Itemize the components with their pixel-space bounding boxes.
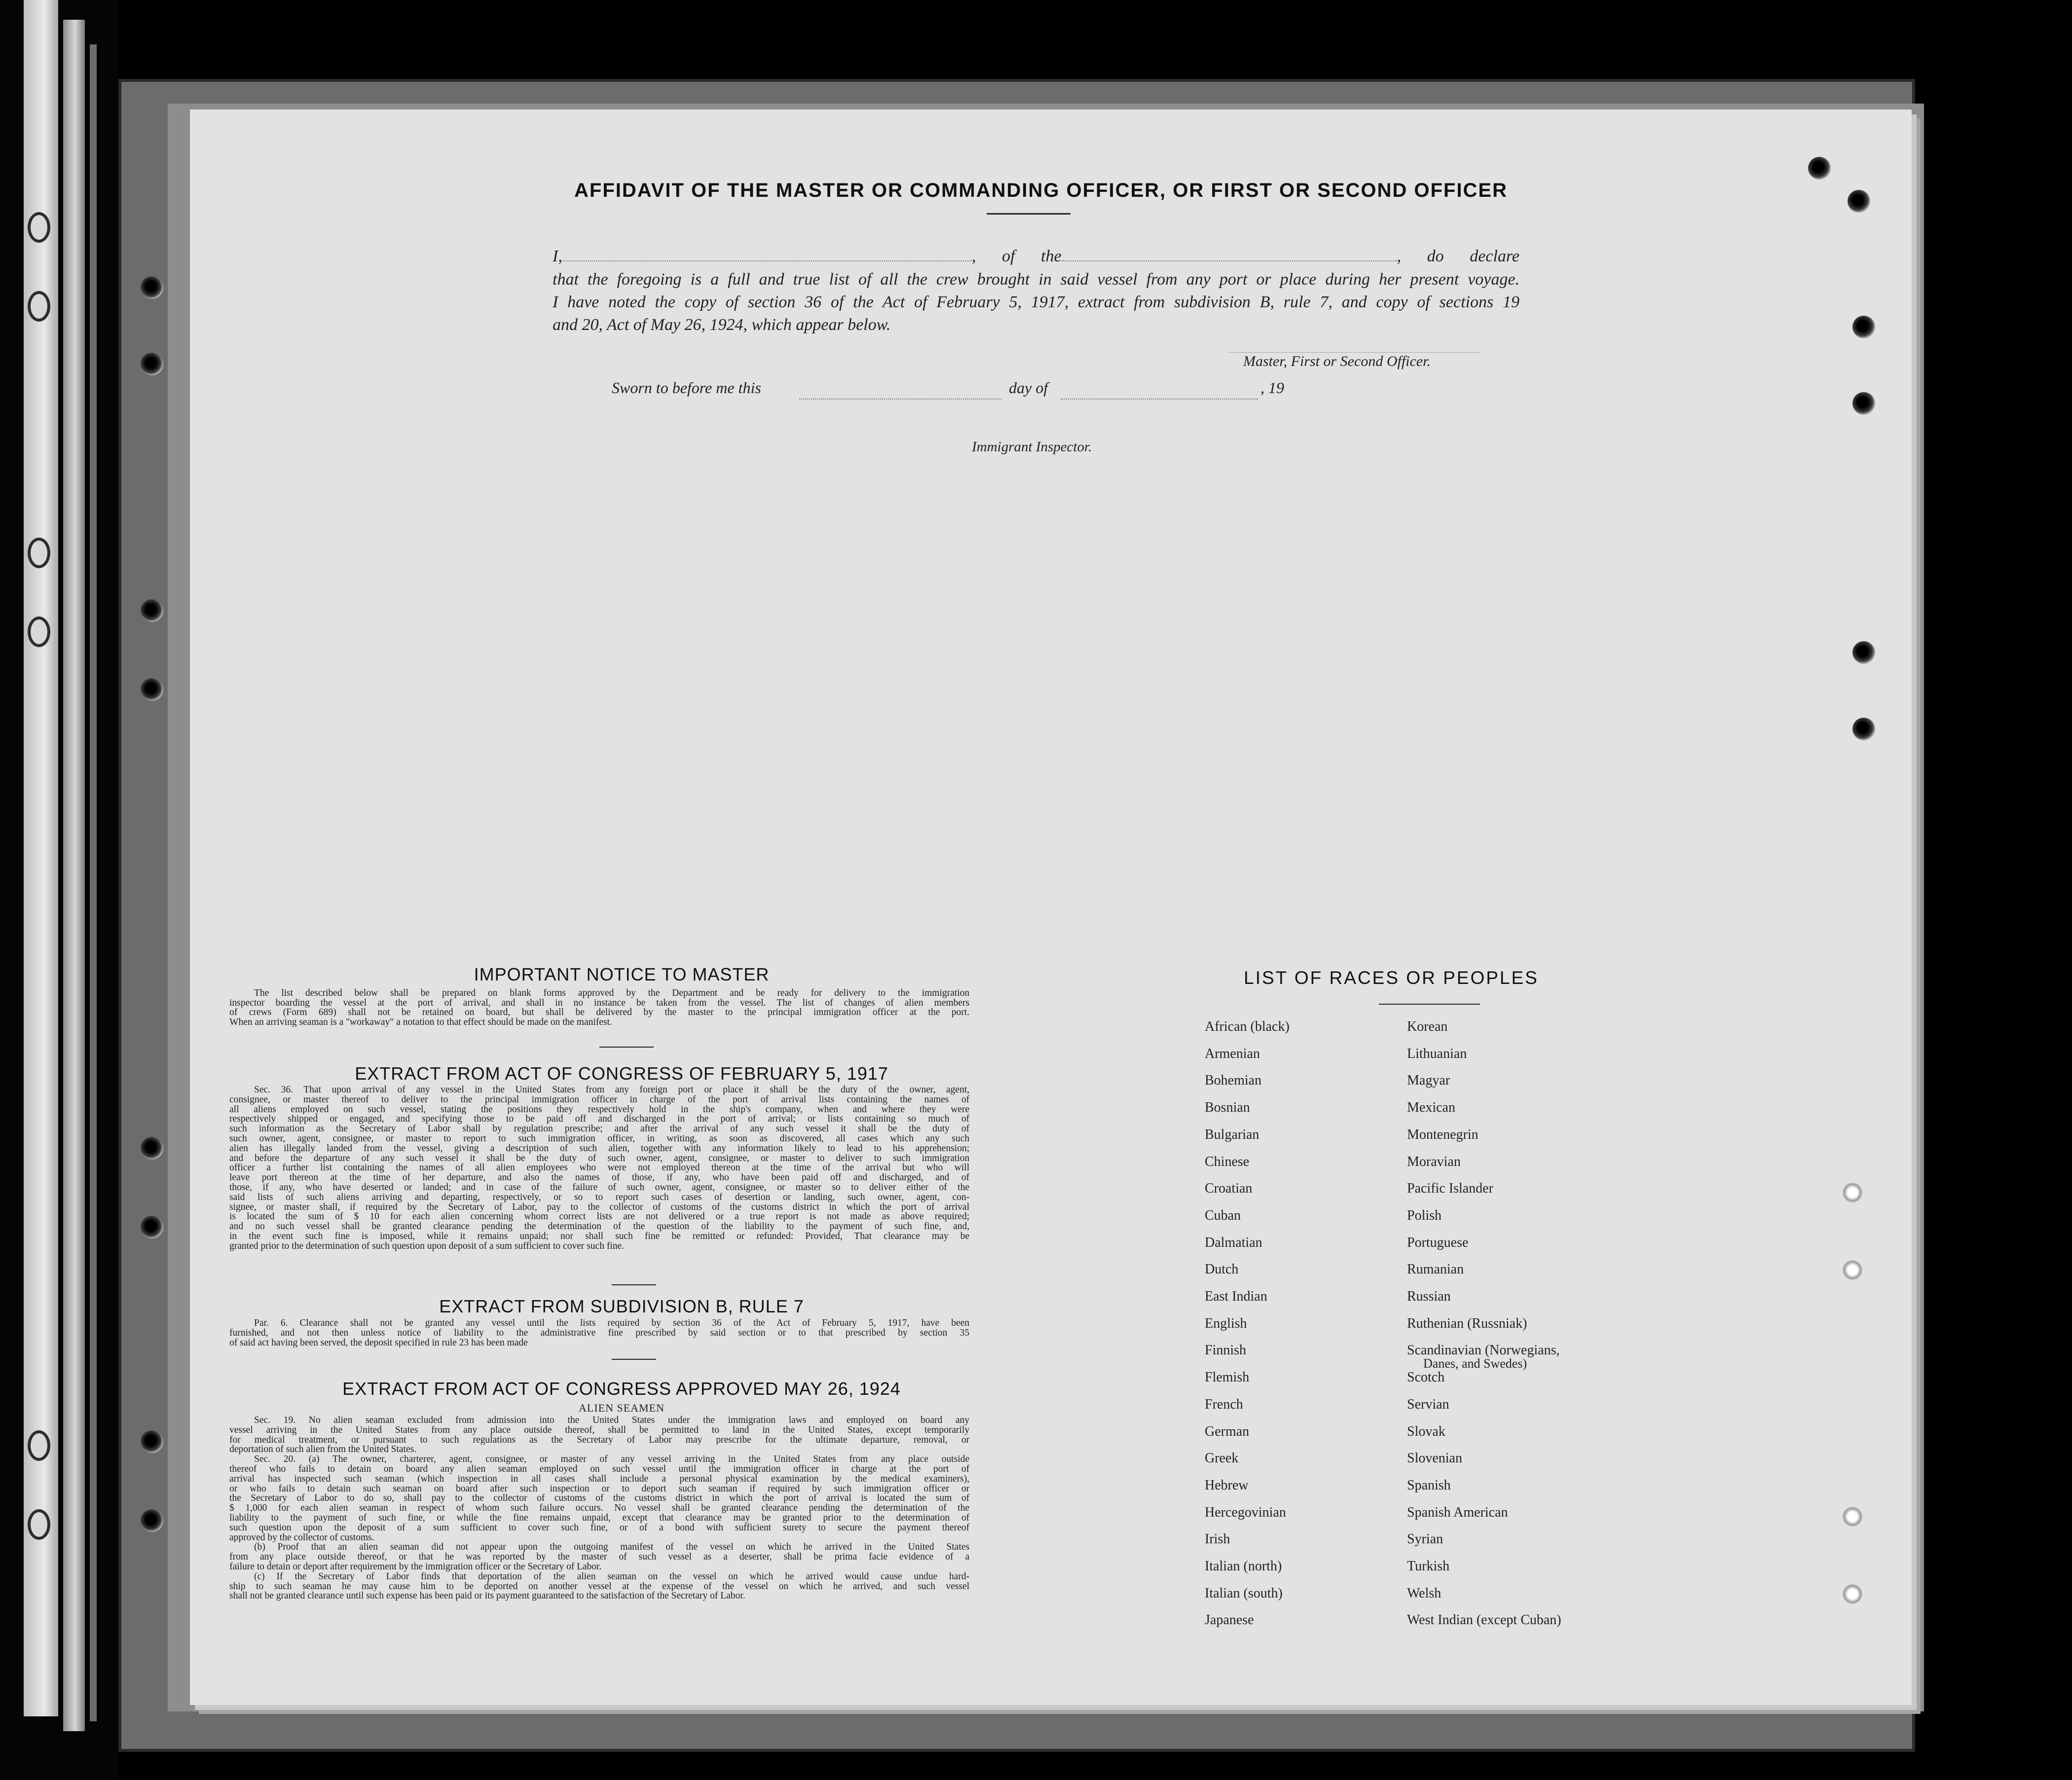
paragraph-line: ship to such seaman he may cause him to be deported on another vessel at the expense of the vessel on which he arrived, and such vessel [229, 1581, 969, 1592]
race-item: Croatian [1205, 1181, 1253, 1197]
race-item: East Indian [1205, 1289, 1267, 1304]
punch-hole-icon [1852, 316, 1875, 338]
notice-title: IMPORTANT NOTICE TO MASTER [474, 964, 770, 984]
race-item: Hebrew [1205, 1477, 1249, 1493]
paragraph-line: failure to detain or deport after requirement by the immigration officer or the Secretary of Labor. [229, 1562, 602, 1572]
race-item: Polish [1407, 1207, 1442, 1223]
race-item: Russian [1407, 1289, 1451, 1304]
sworn-text: day of [1009, 379, 1048, 397]
race-item: Korean [1407, 1019, 1448, 1034]
race-item: Scotch [1407, 1370, 1445, 1385]
paragraph-line: leave port thereon at the time of her departure, and also the names of those, if any, who have been paid off and discharged, and of [229, 1173, 969, 1183]
punch-hole-icon [1843, 1507, 1862, 1526]
paragraph-line: (c) If the Secretary of Labor finds that deportation of the alien seaman on the vessel on which he arrived would cause undue hard- [254, 1571, 969, 1582]
race-item: Bulgarian [1205, 1126, 1259, 1142]
paragraph-line: said lists of such aliens arriving and departing, respectively, or so to report such cases of desertion or landing, such owner, agent, con- [229, 1192, 969, 1202]
races-title: LIST OF RACES OR PEOPLES [1244, 968, 1539, 988]
punch-hole-icon [1852, 718, 1875, 740]
punch-hole-icon [1848, 190, 1870, 213]
paragraph-line: Sec. 19. No alien seaman excluded from admission into the United States under the immigration laws and employed on board any [254, 1416, 969, 1425]
punch-hole-icon [141, 353, 163, 375]
paragraph-line: Par. 6. Clearance shall not be granted any vessel until the lists required by section 36 of the Act of February 5, 1917, have been [254, 1318, 969, 1328]
affidavit-declaration-line [553, 247, 1519, 266]
affidavit-title: AFFIDAVIT OF THE MASTER OR COMMANDING OFFICER, OR FIRST OR SECOND OFFICER [574, 180, 1508, 201]
affidavit-text: I, [553, 247, 562, 265]
punch-hole-icon [1808, 157, 1831, 180]
paragraph-line: $ 1,000 for each alien seaman in respect of whom such failure occurs. No vessel shall be granted clearance pending the determination of the [229, 1503, 969, 1513]
punch-hole-icon [141, 1430, 163, 1453]
signature-line [1228, 352, 1480, 353]
sworn-day-blank [799, 385, 1001, 400]
paragraph-line: all aliens employed on such vessel, stating the positions they respectively hold in the ship's company, when and where they were [229, 1104, 969, 1115]
race-item: Dalmatian [1205, 1235, 1262, 1250]
affidavit-text: , do declare [1397, 247, 1519, 265]
race-item: Flemish [1205, 1370, 1250, 1385]
punch-hole-icon [1852, 392, 1875, 415]
race-item-continuation: Danes, and Swedes) [1423, 1356, 1527, 1371]
race-item: Irish [1205, 1531, 1230, 1547]
title-divider [987, 213, 1071, 215]
sworn-text: Sworn to before me this [612, 379, 761, 397]
affidavit-text: , of the [971, 247, 1062, 265]
master-signature-label: Master, First or Second Officer. [1243, 353, 1431, 369]
binder-edge [0, 0, 118, 1780]
race-item: French [1205, 1396, 1243, 1412]
race-item: African (black) [1205, 1019, 1290, 1034]
alien-seamen-subtitle: ALIEN SEAMEN [579, 1402, 665, 1414]
section-divider [599, 1047, 654, 1048]
punch-hole-icon [1843, 1584, 1862, 1604]
race-item: Mexican [1407, 1100, 1455, 1116]
paragraph-line: When an arriving seaman is a "workaway" a notation to that effect should be made on the manifest. [229, 1017, 612, 1027]
binder-ring-icon [28, 1509, 50, 1540]
paragraph-line: and no such vessel shall be granted clearance pending the determination of the question of the liability to the payment of such fine, and, [229, 1222, 969, 1232]
binder-ring-icon [28, 212, 50, 243]
paragraph-line: arrival has inspected such seaman (which inspection in all cases shall include a personal physical examination by the medical examiners), [229, 1474, 969, 1484]
paragraph-line: alien has illegally landed from the vessel, giving a description of such alien, together with any information likely to lead to his apprehension; [229, 1143, 969, 1154]
paragraph-line: liability to the payment of such fine, or while the fine remains unpaid, except that clearance may be granted prior to the determination of [229, 1513, 969, 1523]
punch-hole-icon [141, 276, 163, 299]
binder-ring-icon [28, 617, 50, 647]
section-divider [612, 1359, 656, 1360]
paragraph-line: signee, or master shall, if required by the Secretary of Labor, pay to the collector of customs of the customs district in which the port of arrival [229, 1202, 969, 1212]
punch-hole-icon [141, 1509, 163, 1532]
paragraph-line: from any place outside thereof, or that he was reported by the master of such vessel as a deserter, shall be prima facie evidence of a [229, 1552, 969, 1562]
paragraph-line: officer a further list containing the names of all alien employees who were not employed thereon at the time of the arrival but who will [229, 1163, 969, 1173]
punch-hole-icon [1852, 641, 1875, 664]
paragraph-line: of said act having been served, the deposit specified in rule 23 has been made [229, 1338, 528, 1348]
race-item: Bohemian [1205, 1073, 1262, 1089]
race-item: Rumanian [1407, 1262, 1464, 1277]
binder-ring-icon [28, 1430, 50, 1461]
race-item: Servian [1407, 1396, 1449, 1412]
race-item: West Indian (except Cuban) [1407, 1612, 1561, 1628]
race-item: Cuban [1205, 1207, 1241, 1223]
race-item: Italian (south) [1205, 1585, 1283, 1601]
race-item: Magyar [1407, 1073, 1450, 1089]
race-item: Portuguese [1407, 1235, 1469, 1250]
paragraph-line: for medical treatment, or pursuant to such regulations as the Secretary of Labor may prescribe for the ultimate departure, removal, or [229, 1435, 969, 1445]
race-item: Pacific Islander [1407, 1181, 1493, 1197]
paragraph-line: Sec. 36. That upon arrival of any vessel in the United States from any foreign port or place it shall be the duty of the owner, agent, [254, 1085, 969, 1095]
race-item: Welsh [1407, 1585, 1442, 1601]
paragraph-line: and before the departure of any such vessel it shall be the duty of such owner, agent, consignee, or master to deliver to such immigration [229, 1153, 969, 1163]
sworn-month-blank [1061, 385, 1258, 400]
paragraph-line: thereof who fails to detain on board any alien seaman employed on such vessel until the immigration officer in charge at the port of [229, 1464, 969, 1474]
race-item: Italian (north) [1205, 1559, 1282, 1574]
race-item: Greek [1205, 1451, 1239, 1466]
race-item: Chinese [1205, 1154, 1250, 1169]
race-item: English [1205, 1315, 1247, 1331]
paragraph-line: shall not be granted clearance until such expense has been paid or its payment guaranteed to the satisfaction of the Secretary of Labor. [229, 1591, 745, 1601]
race-item: Bosnian [1205, 1100, 1250, 1116]
affidavit-line-4: and 20, Act of May 26, 1924, which appear below. [553, 316, 891, 334]
paragraph-line: respectively shipped or engaged, and specifying those to be paid off and discharged in the port of arrival; or lists containing so much of [229, 1114, 969, 1125]
paragraph-line: granted prior to the determination of such question upon deposit of a sum sufficient to cover such fine. [229, 1241, 625, 1251]
race-item: Finnish [1205, 1343, 1247, 1358]
section-divider [612, 1284, 656, 1285]
affidavit-line-2: that the foregoing is a full and true list of all the crew brought in said vessel from any port or place during her present voyage. [553, 270, 1519, 289]
paragraph-line: such owner, agent, consignee, or master to report to such immigration officer, in writing, as soon as discovered, all cases which any such [229, 1134, 969, 1144]
race-item: Spanish [1407, 1477, 1451, 1493]
name-blank [562, 247, 972, 261]
race-item: Syrian [1407, 1531, 1443, 1547]
affidavit-line-3: I have noted the copy of section 36 of the Act of February 5, 1917, extract from subdivision B, rule 7, and copy of sections 19 [553, 293, 1519, 311]
paragraph-line: deportation of such alien from the United States. [229, 1445, 417, 1455]
race-item: Moravian [1407, 1154, 1461, 1169]
race-item: Dutch [1205, 1262, 1239, 1277]
binder-ring-icon [28, 538, 50, 568]
paragraph-line: or who fails to detain such seaman on board after such inspection or to deport such seaman if required by such immigration officer or [229, 1484, 969, 1494]
races-divider [1379, 1004, 1480, 1005]
paragraph-line: is located the sum of $ 10 for each alien concerning whom correct lists are not delivered or a true report is not made as above required; [229, 1212, 969, 1222]
race-item: Japanese [1205, 1612, 1254, 1628]
paragraph-line: such question upon the deposit of a sum sufficient to cover such fine, or of a bond with sufficient surety to secure the payment thereof [229, 1523, 969, 1533]
extract-1917-title: EXTRACT FROM ACT OF CONGRESS OF FEBRUARY 5, 1917 [355, 1063, 888, 1084]
paragraph-line: The list described below shall be prepared on blank forms approved by the Department and be ready for delivery to the immigration [254, 988, 969, 998]
punch-hole-icon [141, 678, 163, 701]
race-item: Slovenian [1407, 1451, 1462, 1466]
punch-hole-icon [1843, 1183, 1862, 1202]
paragraph-line: in the event such fine is imposed, while it remains unpaid; nor shall such fine be remitted or refunded: Provided, That clearance may be [229, 1232, 969, 1241]
paragraph-line: vessel arriving in the United States from any place outside thereof, shall be permitted to land in the United States, except temporarily [229, 1425, 969, 1435]
paragraph-line: consignee, or master thereof to deliver to the principal immigration officer in charge of the port of arrival lists containing the names of [229, 1094, 969, 1105]
paragraph-line: furnished, and not then unless notice of liability to the administrative fine prescribed by said section or to that prescribed by section 35 [229, 1328, 969, 1338]
race-item: Lithuanian [1407, 1046, 1467, 1061]
race-item: Hercegovinian [1205, 1504, 1286, 1520]
race-item: Ruthenian (Russniak) [1407, 1315, 1527, 1331]
race-item: Scandinavian (Norwegians, [1407, 1343, 1560, 1358]
extract-1924-title: EXTRACT FROM ACT OF CONGRESS APPROVED MAY 26, 1924 [342, 1379, 901, 1399]
race-item: German [1205, 1423, 1250, 1439]
paragraph-line: inspector boarding the vessel at the port of arrival, and shall in no instance be taken from the vessel. The list of changes of alien members [229, 998, 969, 1008]
paragraph-line: Sec. 20. (a) The owner, charterer, agent, consignee, or master of any vessel arriving in the United States from any place outside [254, 1454, 969, 1464]
paragraph-line: approved by the collector of customs. [229, 1532, 374, 1543]
race-item: Turkish [1407, 1559, 1450, 1574]
race-item: Montenegrin [1407, 1126, 1479, 1142]
punch-hole-icon [141, 1216, 163, 1238]
page-edge-strip [90, 44, 97, 1721]
inspector-signature-label: Immigrant Inspector. [972, 439, 1092, 455]
race-item: Armenian [1205, 1046, 1260, 1061]
paragraph-line: (b) Proof that an alien seaman did not appear upon the outgoing manifest of the vessel on which he arrived in the United States [254, 1542, 969, 1553]
subdivision-b-title: EXTRACT FROM SUBDIVISION B, RULE 7 [439, 1296, 804, 1316]
race-item: Slovak [1407, 1423, 1445, 1439]
paragraph-line: such information as the Secretary of Labor shall by regulation prescribe; and after the arrival of any such vessel it shall be the duty of [229, 1124, 969, 1134]
sworn-year-text: , 19 [1260, 379, 1284, 397]
vessel-blank [1062, 247, 1397, 261]
paragraph-line: those, if any, who have deserted or landed; and in case of the failure of such owner, agent, consignee, or master so to deliver either of the [229, 1183, 969, 1193]
punch-hole-icon [141, 1137, 163, 1160]
page-edge-strip [63, 20, 85, 1731]
punch-hole-icon [1843, 1260, 1862, 1280]
paragraph-line: of crews (Form 689) shall not be retained on board, but shall be delivered by the master to the principal immigration officer at the port. [229, 1008, 969, 1017]
binder-ring-icon [28, 291, 50, 322]
race-item: Spanish American [1407, 1504, 1508, 1520]
punch-hole-icon [141, 599, 163, 622]
paragraph-line: the Secretary of Labor to do so, shall pay to the collector of customs of the customs district in which the port of arrival is located the sum of [229, 1493, 969, 1504]
